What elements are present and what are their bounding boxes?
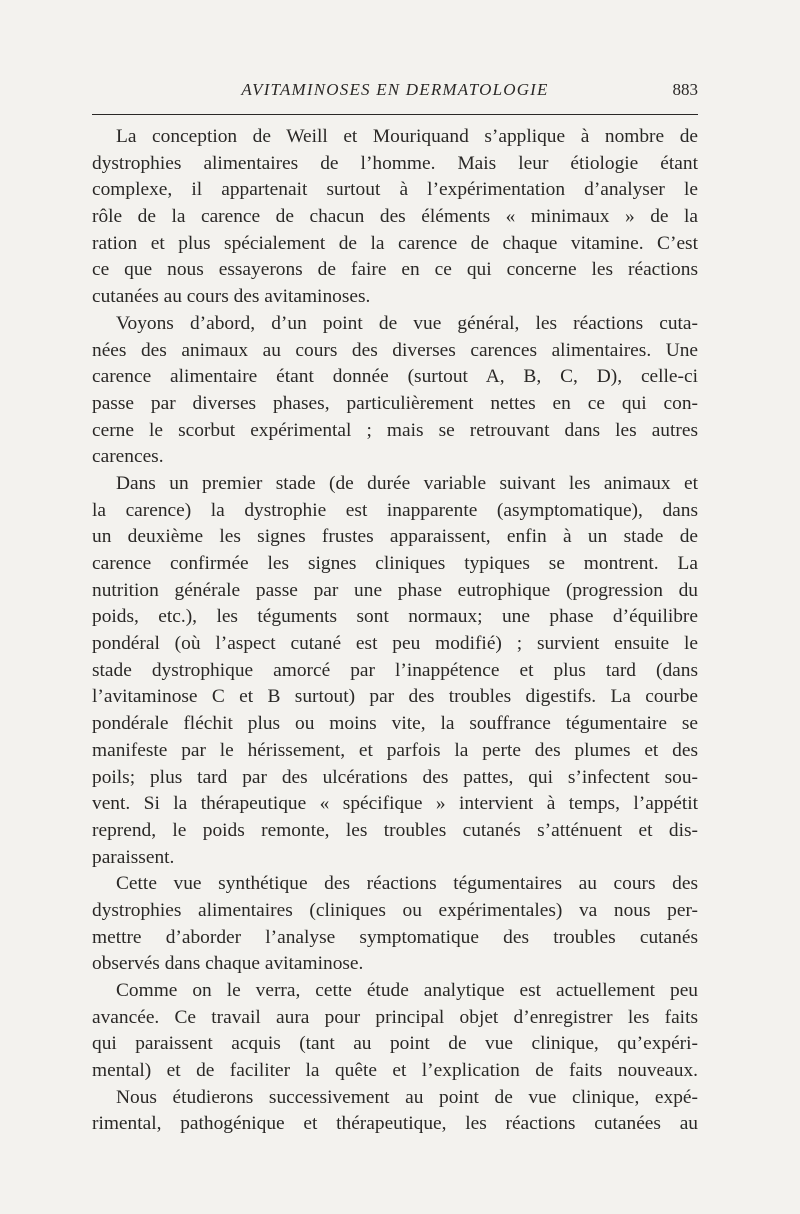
text-line: poids, etc.), les téguments sont normaux; une phase d’équilibre bbox=[92, 606, 698, 628]
text-line: passe par diverses phases, particulièrement nettes en ce qui con- bbox=[92, 392, 698, 414]
running-title: AVITAMINOSES EN DERMATOLOGIE bbox=[241, 80, 549, 99]
text-line: paraissent. bbox=[92, 846, 175, 868]
running-header bbox=[92, 80, 698, 108]
text-line: Voyons d’abord, d’un point de vue général, les réactions cuta- bbox=[116, 312, 698, 334]
text-line: carences. bbox=[92, 446, 164, 468]
body-text bbox=[92, 124, 698, 1138]
text-line: observés dans chaque avitaminose. bbox=[92, 953, 364, 975]
text-line: dystrophies alimentaires de l’homme. Mais leur étiologie étant bbox=[92, 152, 698, 174]
text-line: nées des animaux au cours des diverses carences alimentaires. Une bbox=[92, 339, 698, 361]
text-line: rôle de la carence de chacun des éléments « minimaux » de la bbox=[92, 206, 698, 228]
text-line: manifeste par le hérissement, et parfois la perte des plumes et des bbox=[92, 739, 698, 761]
paragraph bbox=[92, 471, 698, 871]
text-line: ration et plus spécialement de la carence de chaque vitamine. C’est bbox=[92, 232, 698, 254]
page-number: 883 bbox=[672, 80, 698, 99]
paragraph bbox=[92, 871, 698, 978]
text-line: pondérale fléchit plus ou moins vite, la souffrance tégumentaire se bbox=[92, 713, 698, 735]
text-line: un deuxième les signes frustes apparaissent, enfin à un stade de bbox=[92, 526, 698, 548]
text-line: la carence) la dystrophie est inapparente (asymptomatique), dans bbox=[92, 499, 698, 521]
text-line: reprend, le poids remonte, les troubles cutanés s’atténuent et dis- bbox=[92, 819, 698, 841]
text-line: mettre d’aborder l’analyse symptomatique des troubles cutanés bbox=[92, 926, 698, 948]
text-line: dystrophies alimentaires (cliniques ou expérimentales) va nous per- bbox=[92, 899, 698, 921]
text-line: carence alimentaire étant donnée (surtout A, B, C, D), celle-ci bbox=[92, 366, 698, 388]
text-line: rimental, pathogénique et thérapeutique, les réactions cutanées au bbox=[92, 1113, 698, 1135]
paragraph bbox=[92, 124, 698, 311]
text-line: ce que nous essayerons de faire en ce qui concerne les réactions bbox=[92, 259, 698, 281]
header-rule bbox=[92, 114, 698, 115]
text-line: Dans un premier stade (de durée variable suivant les animaux et bbox=[116, 472, 698, 494]
text-line: l’avitaminose C et B surtout) par des troubles digestifs. La courbe bbox=[92, 686, 698, 708]
text-line: Comme on le verra, cette étude analytique est actuellement peu bbox=[116, 980, 698, 1001]
text-line: mental) et de faciliter la quête et l’explication de faits nouveaux. bbox=[92, 1060, 698, 1082]
text-line: Nous étudierons successivement au point de vue clinique, expé- bbox=[116, 1086, 698, 1108]
text-line: poils; plus tard par des ulcérations des pattes, qui s’infectent sou- bbox=[92, 766, 698, 788]
text-line: cutanées au cours des avitaminoses. bbox=[92, 286, 371, 308]
paragraph bbox=[92, 311, 698, 471]
text-line: vent. Si la thérapeutique « spécifique » intervient à temps, l’appétit bbox=[92, 793, 698, 815]
text-line: cerne le scorbut expérimental ; mais se retrouvant dans les autres bbox=[92, 419, 698, 441]
text-line: La conception de Weill et Mouriquand s’applique à nombre de bbox=[116, 126, 698, 147]
text-line: carence confirmée les signes cliniques typiques se montrent. La bbox=[92, 553, 698, 574]
text-line: stade dystrophique amorcé par l’inappétence et plus tard (dans bbox=[92, 659, 698, 681]
text-line: Cette vue synthétique des réactions tégumentaires au cours des bbox=[116, 873, 698, 895]
text-line: pondéral (où l’aspect cutané est peu modifié) ; survient ensuite le bbox=[92, 633, 698, 655]
paragraph bbox=[92, 978, 698, 1085]
text-line: complexe, il appartenait surtout à l’expérimentation d’analyser le bbox=[92, 179, 698, 201]
text-line: nutrition générale passe par une phase eutrophique (progression du bbox=[92, 579, 698, 601]
text-line: qui paraissent acquis (tant au point de vue clinique, qu’expéri- bbox=[92, 1033, 698, 1055]
text-line: avancée. Ce travail aura pour principal objet d’enregistrer les faits bbox=[92, 1006, 698, 1028]
paragraph bbox=[92, 1085, 698, 1138]
